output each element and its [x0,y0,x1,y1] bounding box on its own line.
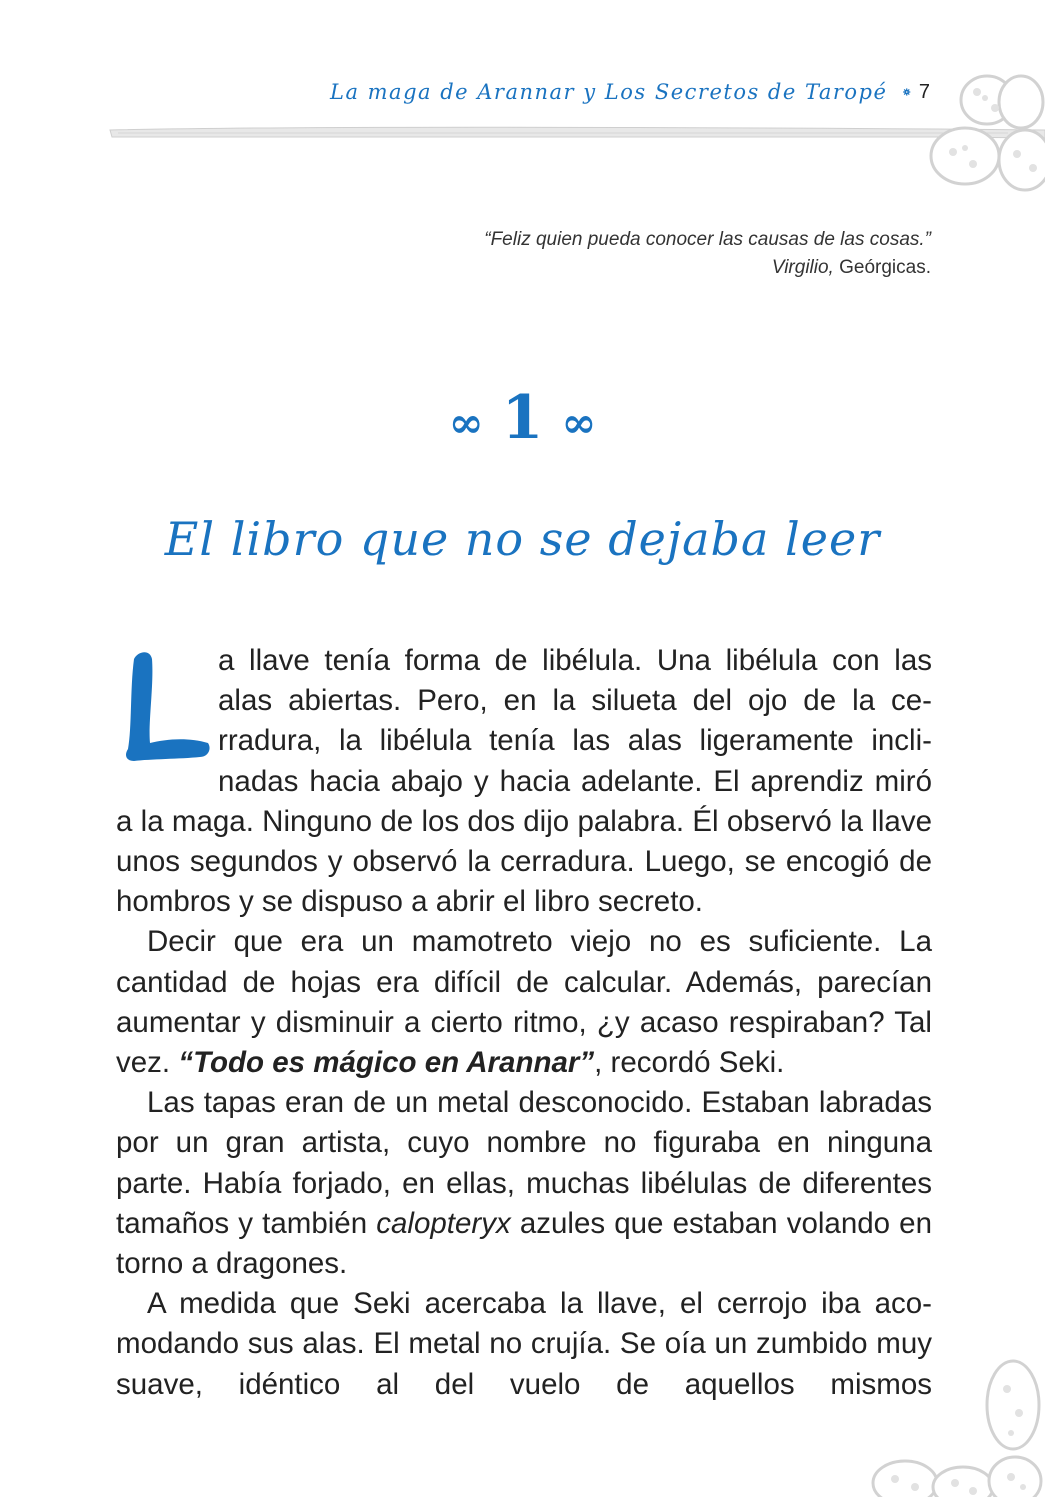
body-text [116,641,932,1405]
paragraph [116,1083,932,1284]
chapter-title: El libro que no se dejaba leer [164,512,881,566]
emphasis-term: calopteryx [376,1206,511,1240]
header-divider [108,118,1045,148]
infinity-ornament-right: ∞ [561,397,597,447]
drop-cap-glyph [116,645,216,765]
epigraph-work: Geórgicas. [833,257,931,278]
paragraph-text: a llave tenía forma de libélula. Una libélula con las alas abiertas. Pero, en la silueta del ojo de la cerradura, la libélula tenía las alas ligeramente inclinadas hacia abajo y hacia adelante. El aprendiz miró a la maga. Ninguno de los dos dijo palabra. Él observó la llave unos segundos y observó la cerradura. Luego, se encogió de hombros y se dispuso a abrir el libro secreto. [116,644,932,919]
epigraph-quote: “Feliz quien pueda conocer las causas de las cosas.” [484,229,931,250]
corner-decoration-top [925,68,1045,193]
infinity-ornament-left: ∞ [448,397,484,447]
paragraph [116,641,932,922]
paragraph-text: azules que estaban volando en torno a dragones. [116,1206,932,1281]
paragraph [116,1284,932,1405]
emphasis-quote: “Todo es mágico en Arannar” [178,1046,595,1080]
chapter-number: 1 [501,383,544,453]
paragraph-text: , recordó Seki. [594,1046,785,1080]
book-title: La maga de Arannar y Los Secretos de Taropé [330,80,888,104]
page-number: 7 [918,80,930,103]
paragraph-text: A medida que Seki acercaba la llave, el cerrojo iba acomodando sus alas. El metal no crujía. Se oía un zumbido muy suave, idéntico al del vuelo de aquellos mismos [116,1287,932,1401]
paragraph [116,922,932,1083]
epigraph-attribution [484,254,931,282]
epigraph [484,226,931,282]
gear-icon [903,80,910,104]
epigraph-author: Virgilio, [771,257,834,278]
paragraph-text: Las tapas eran de un metal desconocido. Estaban labradas por un gran artista, cuyo nombre no figuraba en ninguna parte. Había forjado, en ellas, muchas libélulas de diferentes tamaños y también [116,1086,932,1240]
chapter-number-heading [0,378,1045,463]
running-header [330,72,930,112]
drop-cap-letter [116,645,216,765]
paragraph-text: Decir que era un mamotreto viejo no es suficiente. La cantidad de hojas era difícil de calcular. Además, parecían aumentar y disminuir a cierto ritmo, ¿y acaso respiraban? Tal vez. [116,925,932,1080]
